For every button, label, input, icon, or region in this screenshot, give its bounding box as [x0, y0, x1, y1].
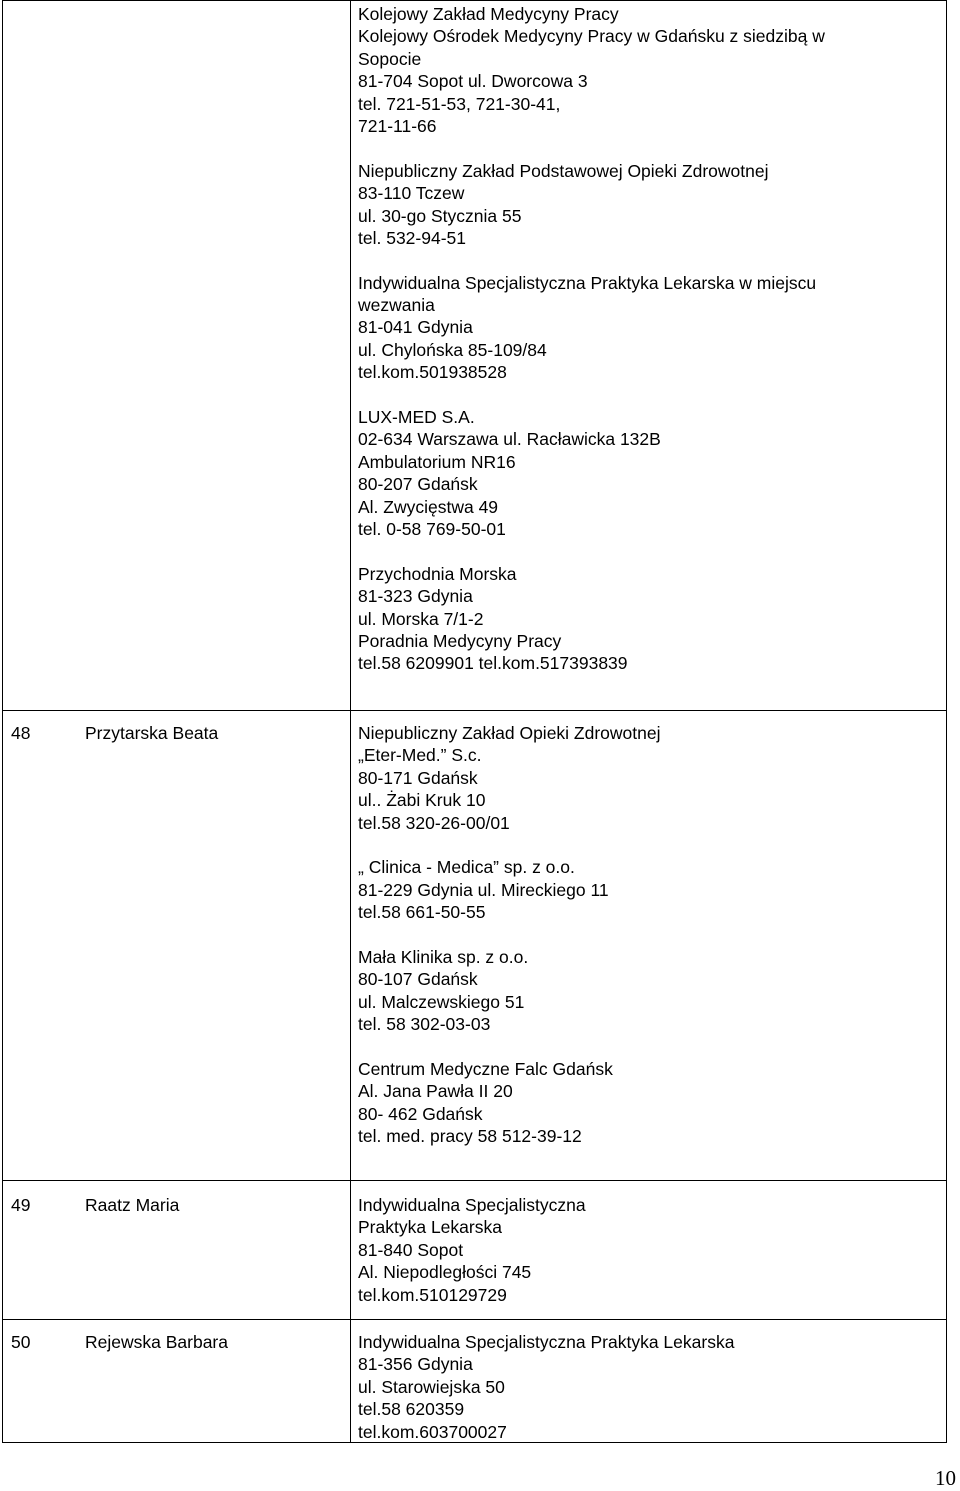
- provider-line: 81-323 Gdynia: [358, 586, 473, 607]
- row-divider: [3, 1319, 946, 1320]
- provider-line: ul. Chylońska 85-109/84: [358, 339, 547, 360]
- provider-line: Poradnia Medycyny Pracy: [358, 630, 562, 651]
- provider-line: tel.58 620359: [358, 1399, 465, 1420]
- provider-line: Kolejowy Ośrodek Medycyny Pracy w Gdańsku z siedzibą w: [358, 26, 825, 47]
- provider-line: Niepubliczny Zakład Podstawowej Opieki Zdrowotnej: [358, 160, 769, 181]
- provider-cell: [358, 1194, 586, 1306]
- block-spacer: [358, 384, 825, 406]
- provider-line: Indywidualna Specjalistyczna Praktyka Lekarska w miejscu: [358, 272, 817, 293]
- provider-line: tel.58 6209901 tel.kom.517393839: [358, 653, 628, 674]
- provider-line: ul. 30-go Stycznia 55: [358, 205, 522, 226]
- provider-line: tel. 721-51-53, 721-30-41,: [358, 93, 561, 114]
- block-spacer: [358, 137, 825, 159]
- provider-line: tel. 0-58 769-50-01: [358, 518, 506, 539]
- provider-line: tel. 532-94-51: [358, 227, 466, 248]
- provider-line: 80-171 Gdańsk: [358, 767, 478, 788]
- provider-line: tel.kom.501938528: [358, 362, 507, 383]
- provider-line: ul. Malczewskiego 51: [358, 991, 525, 1012]
- provider-line: 81-356 Gdynia: [358, 1354, 473, 1375]
- provider-line: 80- 462 Gdańsk: [358, 1103, 483, 1124]
- provider-line: tel. med. pracy 58 512-39-12: [358, 1126, 582, 1147]
- person-name: Przytarska Beata: [85, 723, 219, 743]
- provider-line: ul.. Żabi Kruk 10: [358, 790, 486, 811]
- row-divider: [3, 1180, 946, 1181]
- provider-line: 80-207 Gdańsk: [358, 474, 478, 495]
- block-spacer: [358, 249, 825, 271]
- row-number: 50: [11, 1332, 31, 1352]
- provider-line: tel.58 661-50-55: [358, 902, 486, 923]
- provider-line: 83-110 Tczew: [358, 183, 465, 204]
- provider-line: „ Clinica - Medica” sp. z o.o.: [358, 857, 575, 878]
- provider-line: tel. 58 302-03-03: [358, 1014, 491, 1035]
- provider-line: „Eter-Med.” S.c.: [358, 745, 482, 766]
- provider-line: 81-704 Sopot ul. Dworcowa 3: [358, 71, 588, 92]
- column-divider: [350, 1, 351, 1442]
- provider-line: Przychodnia Morska: [358, 563, 517, 584]
- person-name: Raatz Maria: [85, 1195, 180, 1215]
- provider-line: 81-041 Gdynia: [358, 317, 473, 338]
- block-spacer: [358, 540, 825, 562]
- provider-line: Centrum Medyczne Falc Gdańsk: [358, 1058, 613, 1079]
- provider-line: 81-840 Sopot: [358, 1239, 464, 1260]
- person-name: Rejewska Barbara: [85, 1332, 228, 1352]
- block-spacer: [358, 1035, 661, 1057]
- provider-line: Al. Zwycięstwa 49: [358, 496, 499, 517]
- row-divider: [3, 710, 946, 711]
- row-number: 48: [11, 723, 31, 743]
- provider-line: Al. Jana Pawła II 20: [358, 1081, 513, 1102]
- provider-cell: [358, 3, 825, 675]
- provider-line: Niepubliczny Zakład Opieki Zdrowotnej: [358, 723, 661, 743]
- provider-line: Kolejowy Zakład Medycyny Pracy: [358, 4, 619, 24]
- page-number: 10: [935, 1466, 956, 1490]
- provider-line: ul. Morska 7/1-2: [358, 608, 484, 629]
- provider-line: Indywidualna Specjalistyczna Praktyka Lekarska: [358, 1332, 735, 1352]
- provider-line: 81-229 Gdynia ul. Mireckiego 11: [358, 879, 609, 900]
- provider-line: Indywidualna Specjalistyczna: [358, 1195, 586, 1215]
- block-spacer: [358, 834, 661, 856]
- provider-cell: [358, 722, 661, 1147]
- provider-line: Ambulatorium NR16: [358, 451, 516, 472]
- row-number: 49: [11, 1195, 31, 1215]
- provider-line: Sopocie: [358, 48, 422, 69]
- provider-line: Al. Niepodległości 745: [358, 1262, 532, 1283]
- provider-line: tel.58 320-26-00/01: [358, 812, 510, 833]
- provider-line: Mała Klinika sp. z o.o.: [358, 946, 529, 967]
- provider-line: ul. Starowiejska 50: [358, 1376, 505, 1397]
- provider-line: 80-107 Gdańsk: [358, 969, 478, 990]
- provider-cell: [358, 1331, 734, 1443]
- provider-line: Praktyka Lekarska: [358, 1217, 502, 1238]
- block-spacer: [358, 924, 661, 946]
- provider-line: tel.kom.603700027: [358, 1421, 507, 1442]
- provider-line: tel.kom.510129729: [358, 1284, 507, 1305]
- providers-table: [2, 0, 947, 1443]
- provider-line: LUX-MED S.A.: [358, 407, 475, 428]
- provider-line: wezwania: [358, 295, 435, 316]
- provider-line: 02-634 Warszawa ul. Racławicka 132B: [358, 429, 661, 450]
- provider-line: 721-11-66: [358, 115, 437, 136]
